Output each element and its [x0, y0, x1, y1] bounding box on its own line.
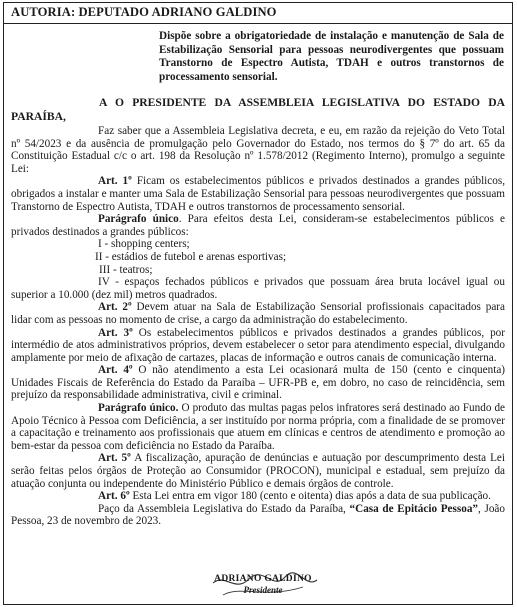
article-2 — [11, 301, 505, 326]
article-5-text: A fiscalização, apuração de denúncias e autuação por descumprimento desta Lei serão feitas pelos órgãos de Proteção ao Consumidor (PROCON), municipal e estadual, sem prejuízo da atuação conjunta ou independente do Ministério Público e demais órgãos de controle. — [11, 452, 505, 490]
signature-block — [205, 571, 321, 601]
authorship-divider — [3, 23, 513, 24]
article-6-text: Esta Lei entra em vigor 180 (cento e oitenta) dias após a data de sua publicação. — [132, 490, 491, 503]
article-1-text: Ficam os estabelecimentos públicos e privados destinados a grandes públicos, obrigados a instalar e manter uma Sala de Estabilização Sensorial para pessoas neurodivergentes que possuam Transtorno de Espectro Autista, TDAH e outros transtornos de processamento sensorial. — [11, 175, 505, 213]
list-item: IV - espaços fechados públicos e privados que possuam área bruta locável igual ou superior a 10.000 (dez mil) metros quadrados. — [11, 276, 505, 301]
article-1-label: Art. 1º — [98, 175, 132, 188]
list-item: III - teatros; — [99, 263, 153, 276]
closing-prefix: Paço da Assembleia Legislativa do Estado da Paraíba, — [98, 502, 350, 515]
article-5 — [11, 452, 505, 490]
article-6 — [11, 490, 505, 503]
authorship-line: AUTORIA: DEPUTADO ADRIANO GALDINO — [11, 5, 277, 19]
article-4-paragraph-label: Parágrafo único. — [98, 402, 179, 415]
article-1-paragraph — [11, 213, 505, 238]
list-item: I - shopping centers; — [98, 238, 190, 251]
article-4-paragraph-text: O produto das multas pagas pelos infratores será destinado ao Fundo de Apoio Técnico à Pessoa com Deficiência, a ser instituído por norma própria, com a finalidade de se promover a capacitação e treinamento aos profissionais que atuem em clínicas e centros de atendimento e promoção ao bem-estar da pessoa com deficiência no Estado da Paraíba. — [11, 402, 506, 452]
article-6-label: Art. 6º — [98, 490, 130, 503]
house-name: “Casa de Epitácio Pessoa” — [349, 502, 479, 515]
signer-name: ADRIANO GALDINO — [214, 574, 312, 584]
intro-paragraph: Faz saber que a Assembleia Legislativa decreta, e eu, em razão da rejeição do Veto Total nº 54/2023 e da ausência de promulgação pelo Governador do Estado, nos termos do § 7º do art. 65 da Constituição Estadual c/c o art. 198 da Resolução nº 1.578/2012 (Regimento Interno), promulgo a seguinte Lei: — [11, 125, 505, 175]
article-1-paragraph-text: . Para efeitos desta Lei, consideram-se estabelecimentos públicos e privados destinados a grandes públicos: — [11, 213, 505, 238]
article-1 — [11, 175, 505, 213]
article-4-text: O não atendimento a esta Lei ocasionará multa de 150 (cento e cinquenta) Unidades Fiscais de Referência do Estado da Paraíba – UFR-PB e, em dobro, no caso de reincidência, sem prejuízo da responsabilidade administrativa, civil e criminal. — [11, 364, 506, 402]
article-3 — [11, 327, 505, 365]
article-2-text: Devem atuar na Sala de Estabilização Sensorial profissionais capacitados para lidar com as pessoas no momento de crise, a cargo da administração do estabelecimento. — [11, 301, 506, 326]
article-5-label: Art. 5º — [98, 452, 131, 465]
closing-paragraph — [11, 503, 505, 528]
article-4-paragraph — [11, 402, 505, 452]
law-summary: Dispõe sobre a obrigatoriedade de instalação e manutenção de Sala de Estabilização Sensorial para pessoas neurodivergentes que possuam Transtorno de Espectro Autista, TDAH e outros transtornos de processamento sensorial. — [159, 30, 504, 83]
article-4-label: Art. 4º — [98, 364, 133, 377]
signer-role: Presidente — [243, 585, 283, 595]
article-4 — [11, 364, 505, 402]
law-body — [11, 96, 505, 528]
article-2-label: Art. 2º — [98, 301, 132, 314]
closing-suffix: , João Pessoa, 23 de novembro de 2023. — [11, 502, 505, 528]
list-item: II - estádios de futebol e arenas esportivas; — [95, 250, 287, 263]
preamble: A O PRESIDENTE DA ASSEMBLEIA LEGISLATIVA DO ESTADO DA PARAÍBA, — [11, 96, 505, 123]
article-3-label: Art. 3º — [98, 326, 133, 339]
article-1-paragraph-label: Parágrafo único — [98, 213, 179, 226]
article-3-text: Os estabelecimentos públicos e privados destinados a grandes públicos, por intermédio de atos administrativos próprios, devem estabelecer o setor para atendimento especial, divulgando amplamente por meio de afixação de cartazes, placas de informação e outros canais de comunicação interna. — [11, 326, 505, 364]
